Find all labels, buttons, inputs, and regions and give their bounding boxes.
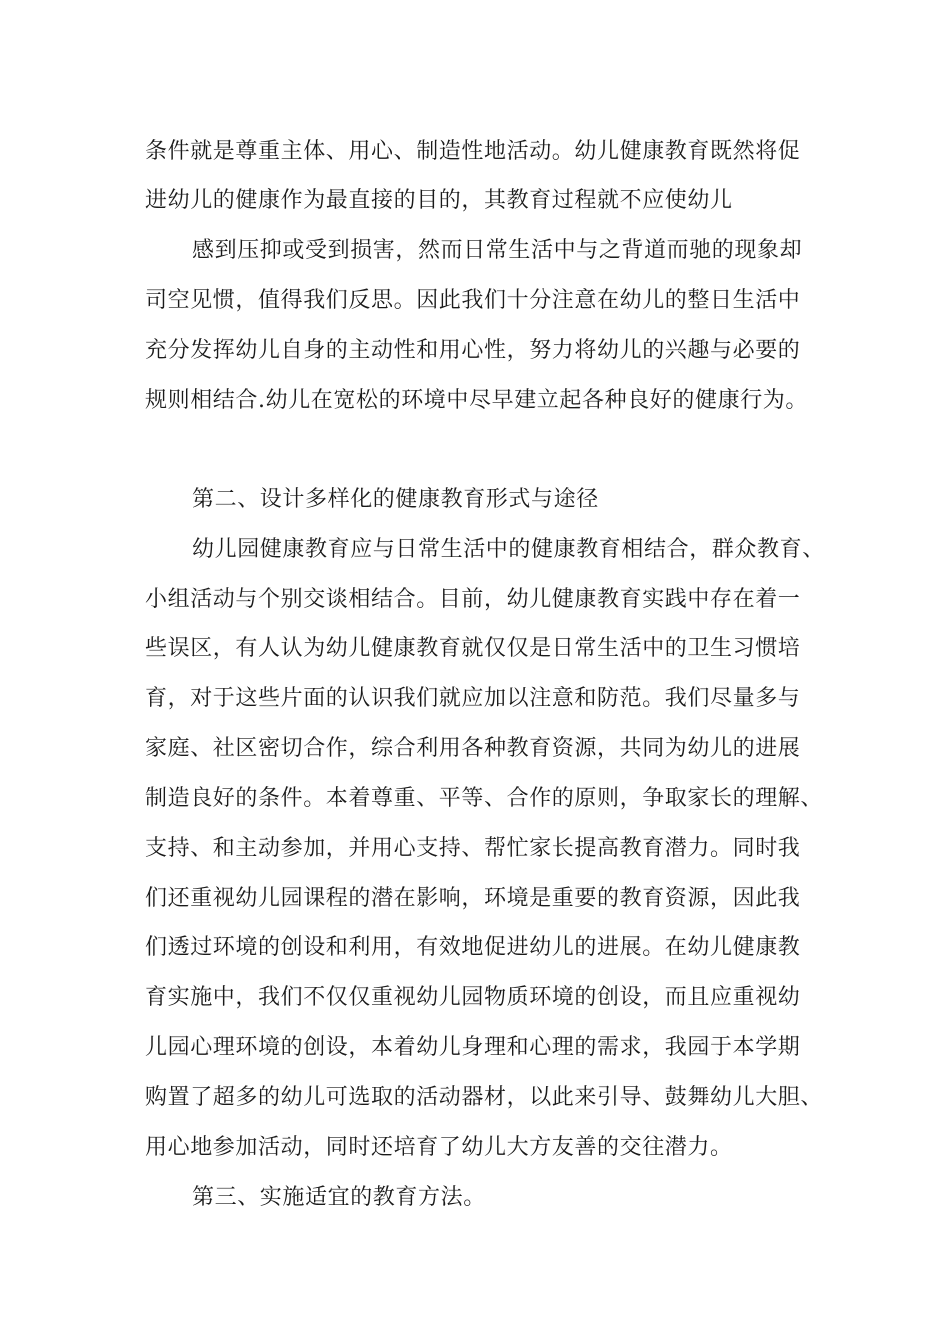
- text-line: 司空见惯，值得我们反思。因此我们十分注意在幼儿的整日生活中: [145, 288, 801, 313]
- text-line: 家庭、社区密切合作，综合利用各种教育资源，共同为幼儿的进展: [145, 736, 801, 761]
- text-line: 购置了超多的幼儿可选取的活动器材，以此来引导、鼓舞幼儿大胆、: [145, 1085, 824, 1110]
- text-line: 感到压抑或受到损害，然而日常生活中与之背道而驰的现象却: [192, 238, 803, 263]
- text-line: 支持、和主动参加，并用心支持、帮忙家长提高教育潜力。同时我: [145, 836, 801, 861]
- text-line: 小组活动与个别交谈相结合。目前，幼儿健康教育实践中存在着一: [145, 587, 801, 612]
- text-line: 育实施中，我们不仅仅重视幼儿园物质环境的创设，而且应重视幼: [145, 985, 801, 1010]
- text-line: 条件就是尊重主体、用心、制造性地活动。幼儿健康教育既然将促: [145, 139, 801, 164]
- text-line: 些误区，有人认为幼儿健康教育就仅仅是日常生活中的卫生习惯培: [145, 636, 801, 661]
- text-line: 进幼儿的健康作为最直接的目的，其教育过程就不应使幼儿: [145, 188, 733, 213]
- text-line: 们透过环境的创设和利用，有效地促进幼儿的进展。在幼儿健康教: [145, 935, 801, 960]
- text-line: 规则相结合.幼儿在宽松的环境中尽早建立起各种良好的健康行为。: [145, 388, 808, 413]
- section-heading: 第三、实施适宜的教育方法。: [192, 1185, 486, 1210]
- text-line: 充分发挥幼儿自身的主动性和用心性，努力将幼儿的兴趣与必要的: [145, 338, 801, 363]
- text-line: 育，对于这些片面的认识我们就应加以注意和防范。我们尽量多与: [145, 686, 801, 711]
- text-line: 制造良好的条件。本着尊重、平等、合作的原则，争取家长的理解、: [145, 786, 824, 811]
- text-line: 幼儿园健康教育应与日常生活中的健康教育相结合，群众教育、: [192, 537, 825, 562]
- text-line: 儿园心理环境的创设，本着幼儿身理和心理的需求，我园于本学期: [145, 1035, 801, 1060]
- text-line: 用心地参加活动，同时还培育了幼儿大方友善的交往潜力。: [145, 1135, 733, 1160]
- text-line: 们还重视幼儿园课程的潜在影响，环境是重要的教育资源，因此我: [145, 886, 801, 911]
- section-heading: 第二、设计多样化的健康教育形式与途径: [192, 487, 599, 512]
